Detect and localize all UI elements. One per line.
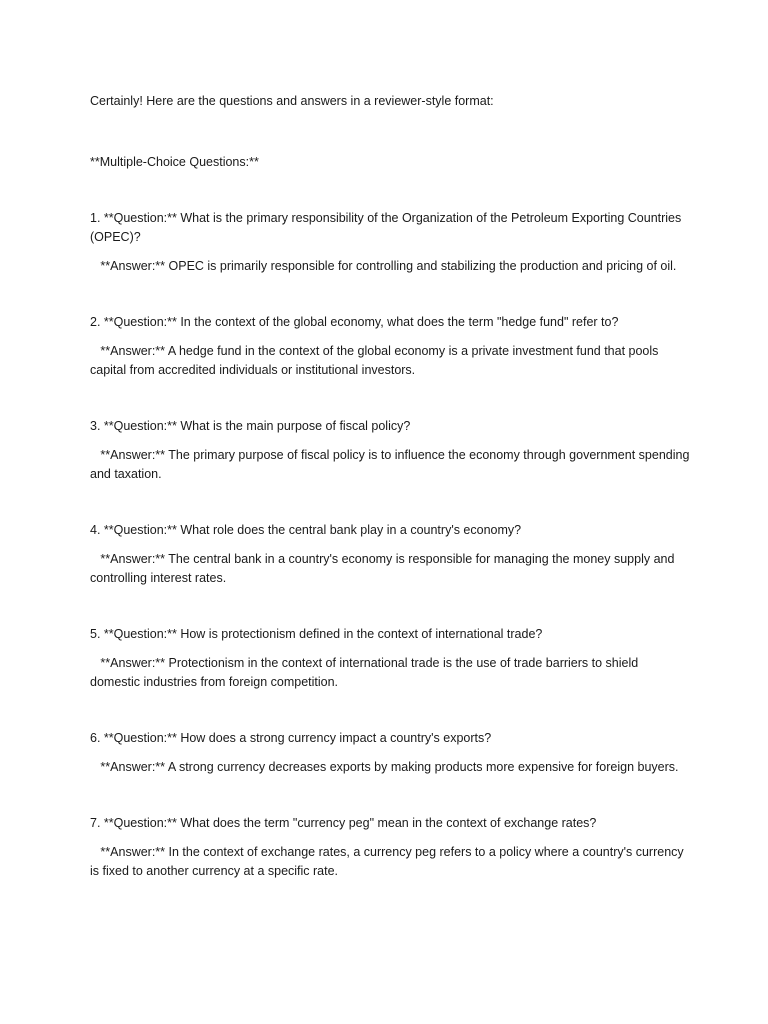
answer-text: **Answer:** A hedge fund in the context of the global economy is a private investment fund that pools capital from accredited individuals or institutional investors. — [90, 344, 662, 377]
answer-text: **Answer:** The primary purpose of fiscal policy is to influence the economy through government spending and taxation. — [90, 448, 693, 481]
answer-text: **Answer:** A strong currency decreases exports by making products more expensive for foreign buyers. — [90, 760, 679, 774]
qa-item-2 — [90, 313, 690, 380]
answer-text: **Answer:** OPEC is primarily responsible for controlling and stabilizing the production and pricing of oil. — [90, 259, 677, 273]
answer-text: **Answer:** Protectionism in the context of international trade is the use of trade barriers to shield domestic industries from foreign competition. — [90, 656, 642, 689]
question-text: 2. **Question:** In the context of the global economy, what does the term "hedge fund" refer to? — [90, 315, 619, 329]
question-text: 7. **Question:** What does the term "currency peg" mean in the context of exchange rates? — [90, 816, 597, 830]
section-heading: **Multiple-Choice Questions:** — [90, 155, 259, 169]
qa-item-4 — [90, 521, 690, 588]
qa-item-3 — [90, 417, 693, 484]
qa-item-6 — [90, 729, 690, 777]
document-body — [90, 92, 693, 918]
question-text: 5. **Question:** How is protectionism defined in the context of international trade? — [90, 627, 543, 641]
intro-text: Certainly! Here are the questions and answers in a reviewer-style format: — [90, 94, 494, 108]
question-text: 1. **Question:** What is the primary responsibility of the Organization of the Petroleum Exporting Countries (OPEC)? — [90, 211, 685, 244]
qa-item-7 — [90, 814, 690, 881]
question-text: 4. **Question:** What role does the central bank play in a country's economy? — [90, 523, 522, 537]
answer-text: **Answer:** The central bank in a country's economy is responsible for managing the money supply and controlling interest rates. — [90, 552, 678, 585]
qa-item-1 — [90, 209, 690, 276]
qa-item-5 — [90, 625, 690, 692]
answer-text: **Answer:** In the context of exchange rates, a currency peg refers to a policy where a country's currency is fixed to another currency at a specific rate. — [90, 845, 688, 878]
question-text: 3. **Question:** What is the main purpose of fiscal policy? — [90, 419, 411, 433]
question-text: 6. **Question:** How does a strong currency impact a country's exports? — [90, 731, 492, 745]
